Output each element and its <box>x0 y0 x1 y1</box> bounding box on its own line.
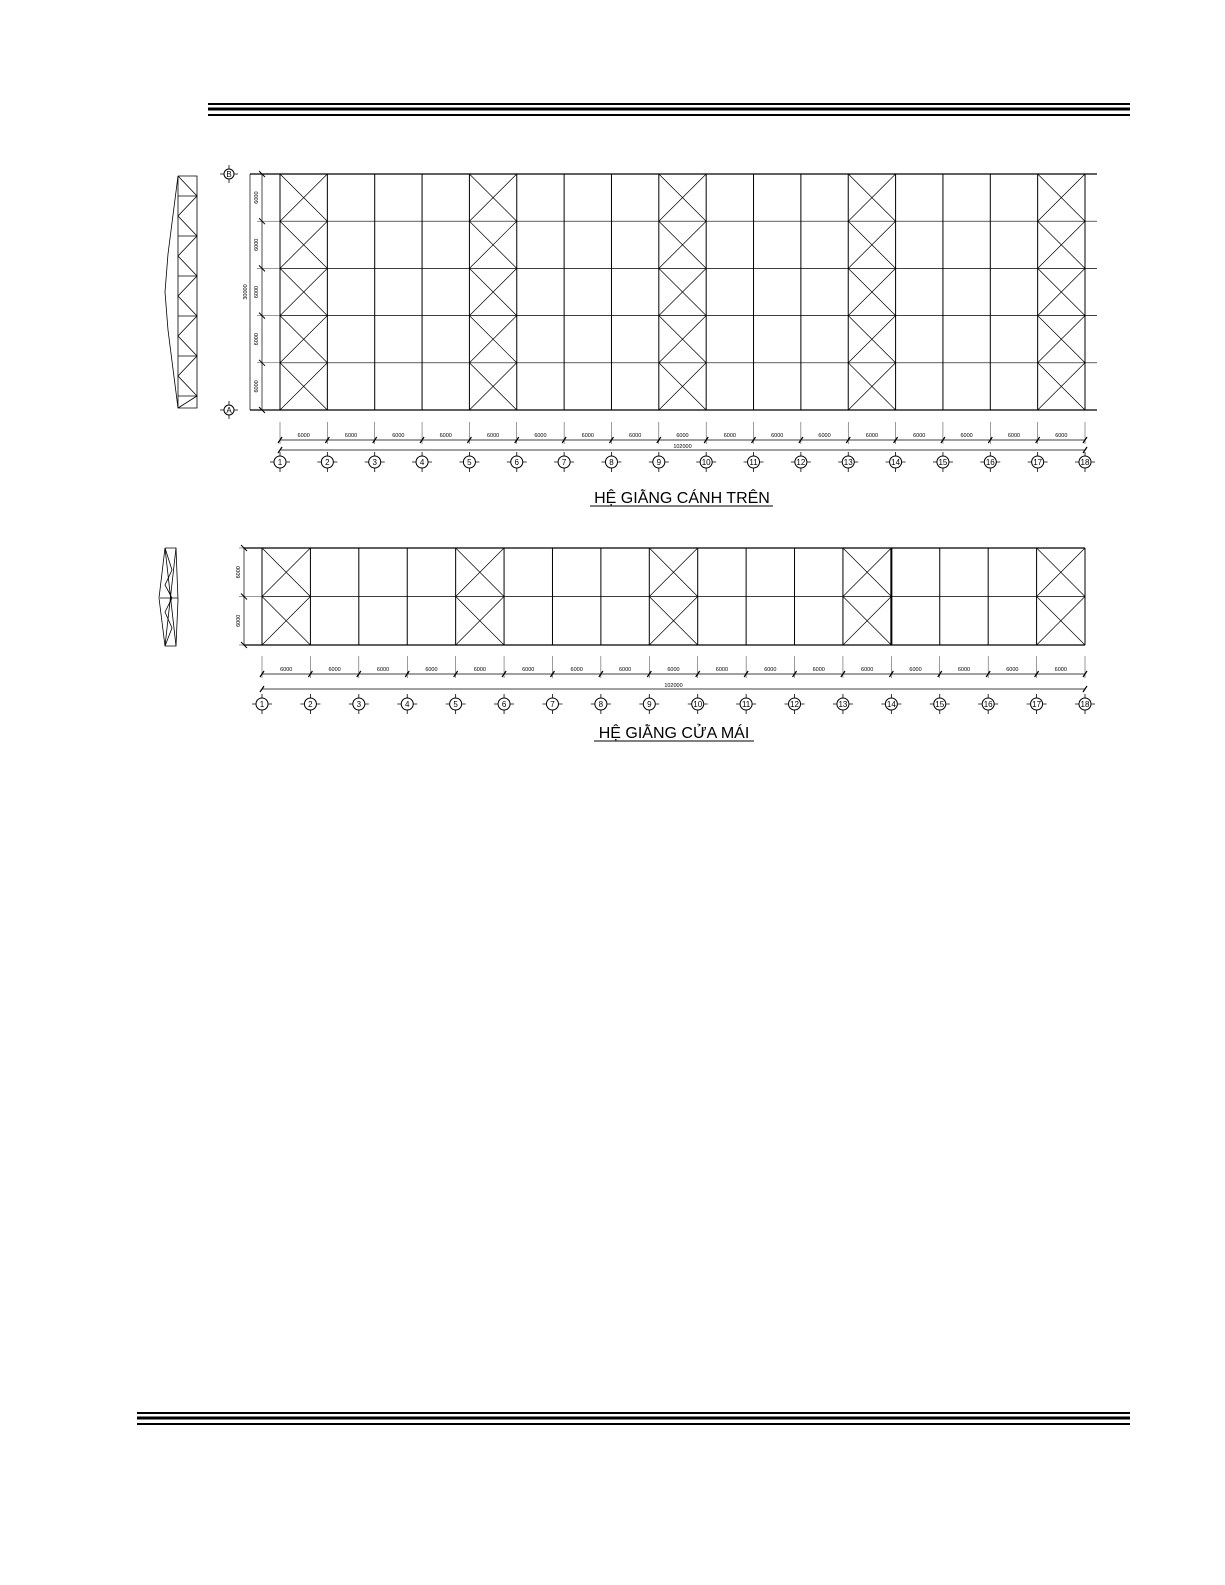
axis-label: 15 <box>938 458 948 467</box>
skylight-bracing-title: HỆ GIẰNG CỬA MÁI <box>598 725 750 742</box>
bay-dimension-label: 6000 <box>861 667 874 673</box>
axis-label: 2 <box>308 700 313 709</box>
bay-dimension-label: 6000 <box>913 433 926 439</box>
axis-label: 3 <box>356 700 362 709</box>
row-dimension-label: 6000 <box>254 238 260 251</box>
row-total-label: 30000 <box>243 284 249 300</box>
axis-label: 12 <box>796 458 806 467</box>
bay-dimension-label: 6000 <box>618 667 632 673</box>
overall-dimension-label: 102000 <box>664 683 683 689</box>
bay-dimension-label: 6000 <box>723 433 736 439</box>
axis-label: 18 <box>1080 458 1090 467</box>
truss-elevation-bottom <box>159 548 178 646</box>
bay-dimension-label: 6000 <box>667 667 680 673</box>
bay-dimension-label: 6000 <box>328 667 341 673</box>
bay-dimension-label: 6000 <box>909 667 922 673</box>
axis-label: 7 <box>550 700 555 709</box>
axis-label: A <box>226 406 232 415</box>
axis-label: 9 <box>647 700 652 709</box>
row-dimension-label: 6000 <box>254 191 260 204</box>
bay-dimension-label: 6000 <box>534 433 547 439</box>
bay-dimension-label: 6000 <box>865 433 879 439</box>
bay-dimension-label: 6000 <box>960 433 973 439</box>
bay-dimension-label: 6000 <box>522 667 535 673</box>
axis-label: 5 <box>453 700 458 709</box>
bay-dimension-label: 6000 <box>764 667 777 673</box>
row-dimension-label: 6000 <box>236 614 242 627</box>
axis-label: 2 <box>325 458 330 467</box>
bay-dimension-label: 6000 <box>818 433 831 439</box>
axis-label: 5 <box>467 458 472 467</box>
bay-dimension-label: 6000 <box>676 433 689 439</box>
axis-label: 17 <box>1032 700 1042 709</box>
bay-dimension-label: 6000 <box>439 433 452 439</box>
bay-dimension-label: 6000 <box>486 433 500 439</box>
skylight-bracing-plan <box>236 545 1095 714</box>
axis-label: 14 <box>891 458 901 467</box>
truss-elevation-top <box>165 176 197 408</box>
upper-chord-bracing-title: HỆ GIẰNG CÁNH TRÊN <box>594 490 770 507</box>
axis-label: 17 <box>1033 458 1043 467</box>
axis-label: 13 <box>843 458 853 467</box>
bay-dimension-label: 6000 <box>297 433 310 439</box>
row-dimension-label: 6000 <box>254 333 260 346</box>
bay-dimension-label: 6000 <box>771 433 784 439</box>
bay-dimension-label: 6000 <box>1055 433 1068 439</box>
row-dimension-label: 6000 <box>236 566 242 579</box>
axis-label: 18 <box>1080 700 1090 709</box>
axis-label: 11 <box>741 700 751 709</box>
bay-dimension-label: 6000 <box>1006 667 1019 673</box>
axis-label: 3 <box>372 458 377 467</box>
bay-dimension-label: 6000 <box>629 433 642 439</box>
axis-label: 4 <box>405 700 410 709</box>
axis-label: 15 <box>935 700 945 709</box>
axis-label: 10 <box>701 458 711 467</box>
axis-label: 8 <box>598 700 604 709</box>
bay-dimension-label: 6000 <box>715 667 729 673</box>
bay-dimension-label: 6000 <box>812 667 825 673</box>
axis-label: 7 <box>561 458 567 467</box>
axis-label: 16 <box>985 458 995 467</box>
axis-label: 16 <box>983 700 993 709</box>
axis-label: 14 <box>886 700 896 709</box>
bay-dimension-label: 6000 <box>570 667 583 673</box>
axis-label: 13 <box>838 700 848 709</box>
axis-label: 4 <box>419 458 425 467</box>
axis-label: 1 <box>277 458 283 467</box>
axis-label: B <box>226 170 232 179</box>
bay-dimension-label: 6000 <box>425 667 438 673</box>
axis-label: 11 <box>749 458 758 467</box>
bay-dimension-label: 6000 <box>581 433 594 439</box>
axis-label: 9 <box>656 458 662 467</box>
footer-rule <box>137 1413 1130 1424</box>
axis-label: 10 <box>693 700 703 709</box>
axis-label: 1 <box>259 700 265 709</box>
header-rule <box>208 104 1130 115</box>
bay-dimension-label: 6000 <box>1054 667 1067 673</box>
upper-chord-bracing-plan <box>220 165 1097 472</box>
axis-label: 8 <box>609 458 614 467</box>
axis-label: 6 <box>514 458 519 467</box>
bay-dimension-label: 6000 <box>1007 433 1021 439</box>
bay-dimension-label: 6000 <box>392 433 405 439</box>
bay-dimension-label: 6000 <box>957 667 971 673</box>
axis-label: 6 <box>501 700 507 709</box>
bay-dimension-label: 6000 <box>280 667 293 673</box>
bay-dimension-label: 6000 <box>376 667 390 673</box>
bay-dimension-label: 6000 <box>344 433 358 439</box>
axis-label: 12 <box>790 700 799 709</box>
row-dimension-label: 6000 <box>254 285 260 299</box>
row-dimension-label: 6000 <box>254 380 260 393</box>
bay-dimension-label: 6000 <box>473 667 486 673</box>
overall-dimension-label: 102000 <box>673 444 692 450</box>
